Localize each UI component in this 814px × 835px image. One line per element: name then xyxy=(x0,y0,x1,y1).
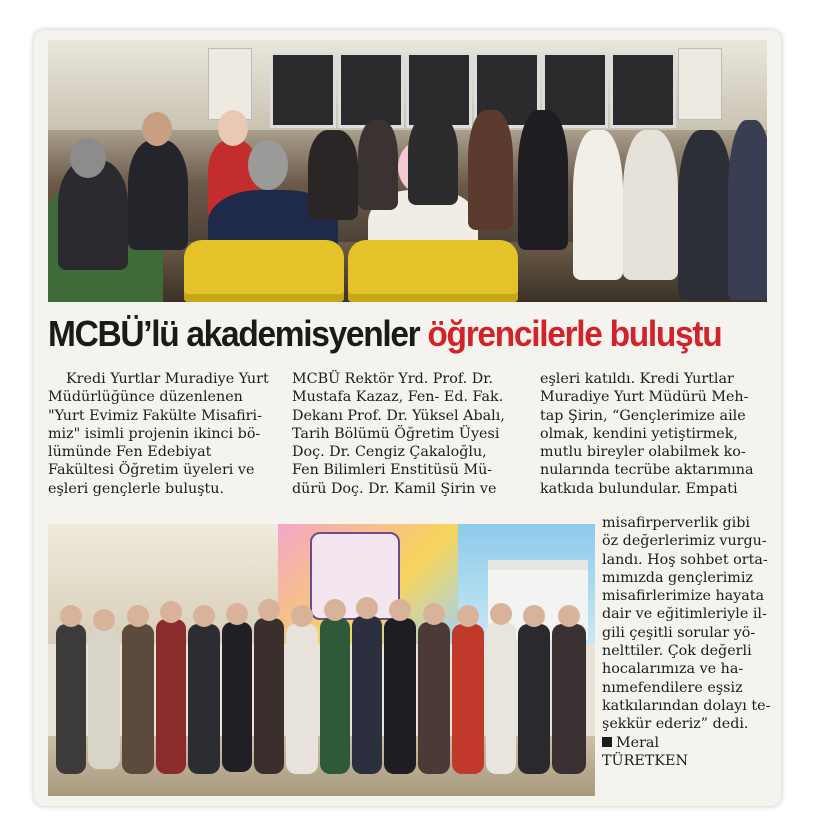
text-line: eşleri gençlerle buluştu. xyxy=(48,480,225,497)
text-line: Tarih Bölümü Öğretim Üyesi xyxy=(292,425,500,442)
text-line: tap Şirin, “Gençlerimize aile xyxy=(540,407,746,424)
article-column-3 xyxy=(540,370,770,498)
text-line: nelttiler. Çok değerli xyxy=(602,643,752,660)
headline-black-part: MCBÜ’lü akademisyenler xyxy=(48,313,420,354)
byline-first-name: Meral xyxy=(616,734,660,751)
text-line: Fen Bilimleri Enstitüsü Mü- xyxy=(292,462,493,479)
meeting-photo xyxy=(48,40,767,302)
text-line: MCBÜ Rektör Yrd. Prof. Dr. xyxy=(292,371,494,387)
text-line: hocalarımıza ve ha- xyxy=(602,661,744,678)
text-line: landı. Hoş sohbet orta- xyxy=(602,551,768,568)
headline xyxy=(48,308,722,360)
text-line: nularında tecrübe aktarımına xyxy=(540,462,754,479)
article-column-1 xyxy=(48,370,288,498)
headline-red-part: öğrencilerle buluştu xyxy=(427,313,722,354)
text-line: olmak, kendini yetiştirmek, xyxy=(540,425,738,442)
text-line: Müdürlüğünce düzenlenen xyxy=(48,389,243,406)
text-line: "Yurt Evimiz Fakülte Misafiri- xyxy=(48,407,262,424)
text-line: miz" isimli projenin ikinci bö- xyxy=(48,425,261,442)
text-line: dürü Doç. Dr. Kamil Şirin ve xyxy=(292,480,497,497)
byline-surname: TÜRETKEN xyxy=(602,752,688,769)
text-line: Doç. Dr. Cengiz Çakaloğlu, xyxy=(292,444,487,461)
text-line: gili çeşitli sorular yö- xyxy=(602,624,756,641)
text-line: Fakültesi Öğretim üyeleri ve xyxy=(48,462,255,479)
text-line: Mustafa Kazaz, Fen- Ed. Fak. xyxy=(292,389,504,406)
byline xyxy=(602,734,772,752)
text-line: nımefendilere eşsiz xyxy=(602,679,743,696)
text-line: mımızda gençlerimiz xyxy=(602,569,753,586)
text-line: misafirperverlik gibi xyxy=(602,515,750,531)
article-column-3-continued xyxy=(602,514,772,770)
text-line: katkılarından dolayı te- xyxy=(602,697,771,714)
article-column-2 xyxy=(292,370,532,498)
crowd-illustration xyxy=(48,594,595,794)
group-photo xyxy=(48,524,595,796)
text-line: katkıda bulundular. Empati xyxy=(540,480,738,497)
square-bullet-icon xyxy=(602,737,612,747)
text-line: lümünde Fen Edebiyat xyxy=(48,444,212,461)
newspaper-clipping xyxy=(34,30,781,806)
text-line: öz değerlerimiz vurgu- xyxy=(602,533,767,550)
text-line: dair ve eğitimleriyle il- xyxy=(602,606,767,623)
text-line: misafirlerimize hayata xyxy=(602,588,765,605)
text-line: Muradiye Yurt Müdürü Meh- xyxy=(540,389,749,406)
text-line: Dekanı Prof. Dr. Yüksel Abalı, xyxy=(292,407,505,424)
text-line: şekkür ederiz” dedi. xyxy=(602,716,749,733)
text-line: eşleri katıldı. Kredi Yurtlar xyxy=(540,371,734,387)
text-line: mutlu bireyler olabilmek ko- xyxy=(540,444,746,461)
text-line: Kredi Yurtlar Muradiye Yurt xyxy=(66,371,269,387)
